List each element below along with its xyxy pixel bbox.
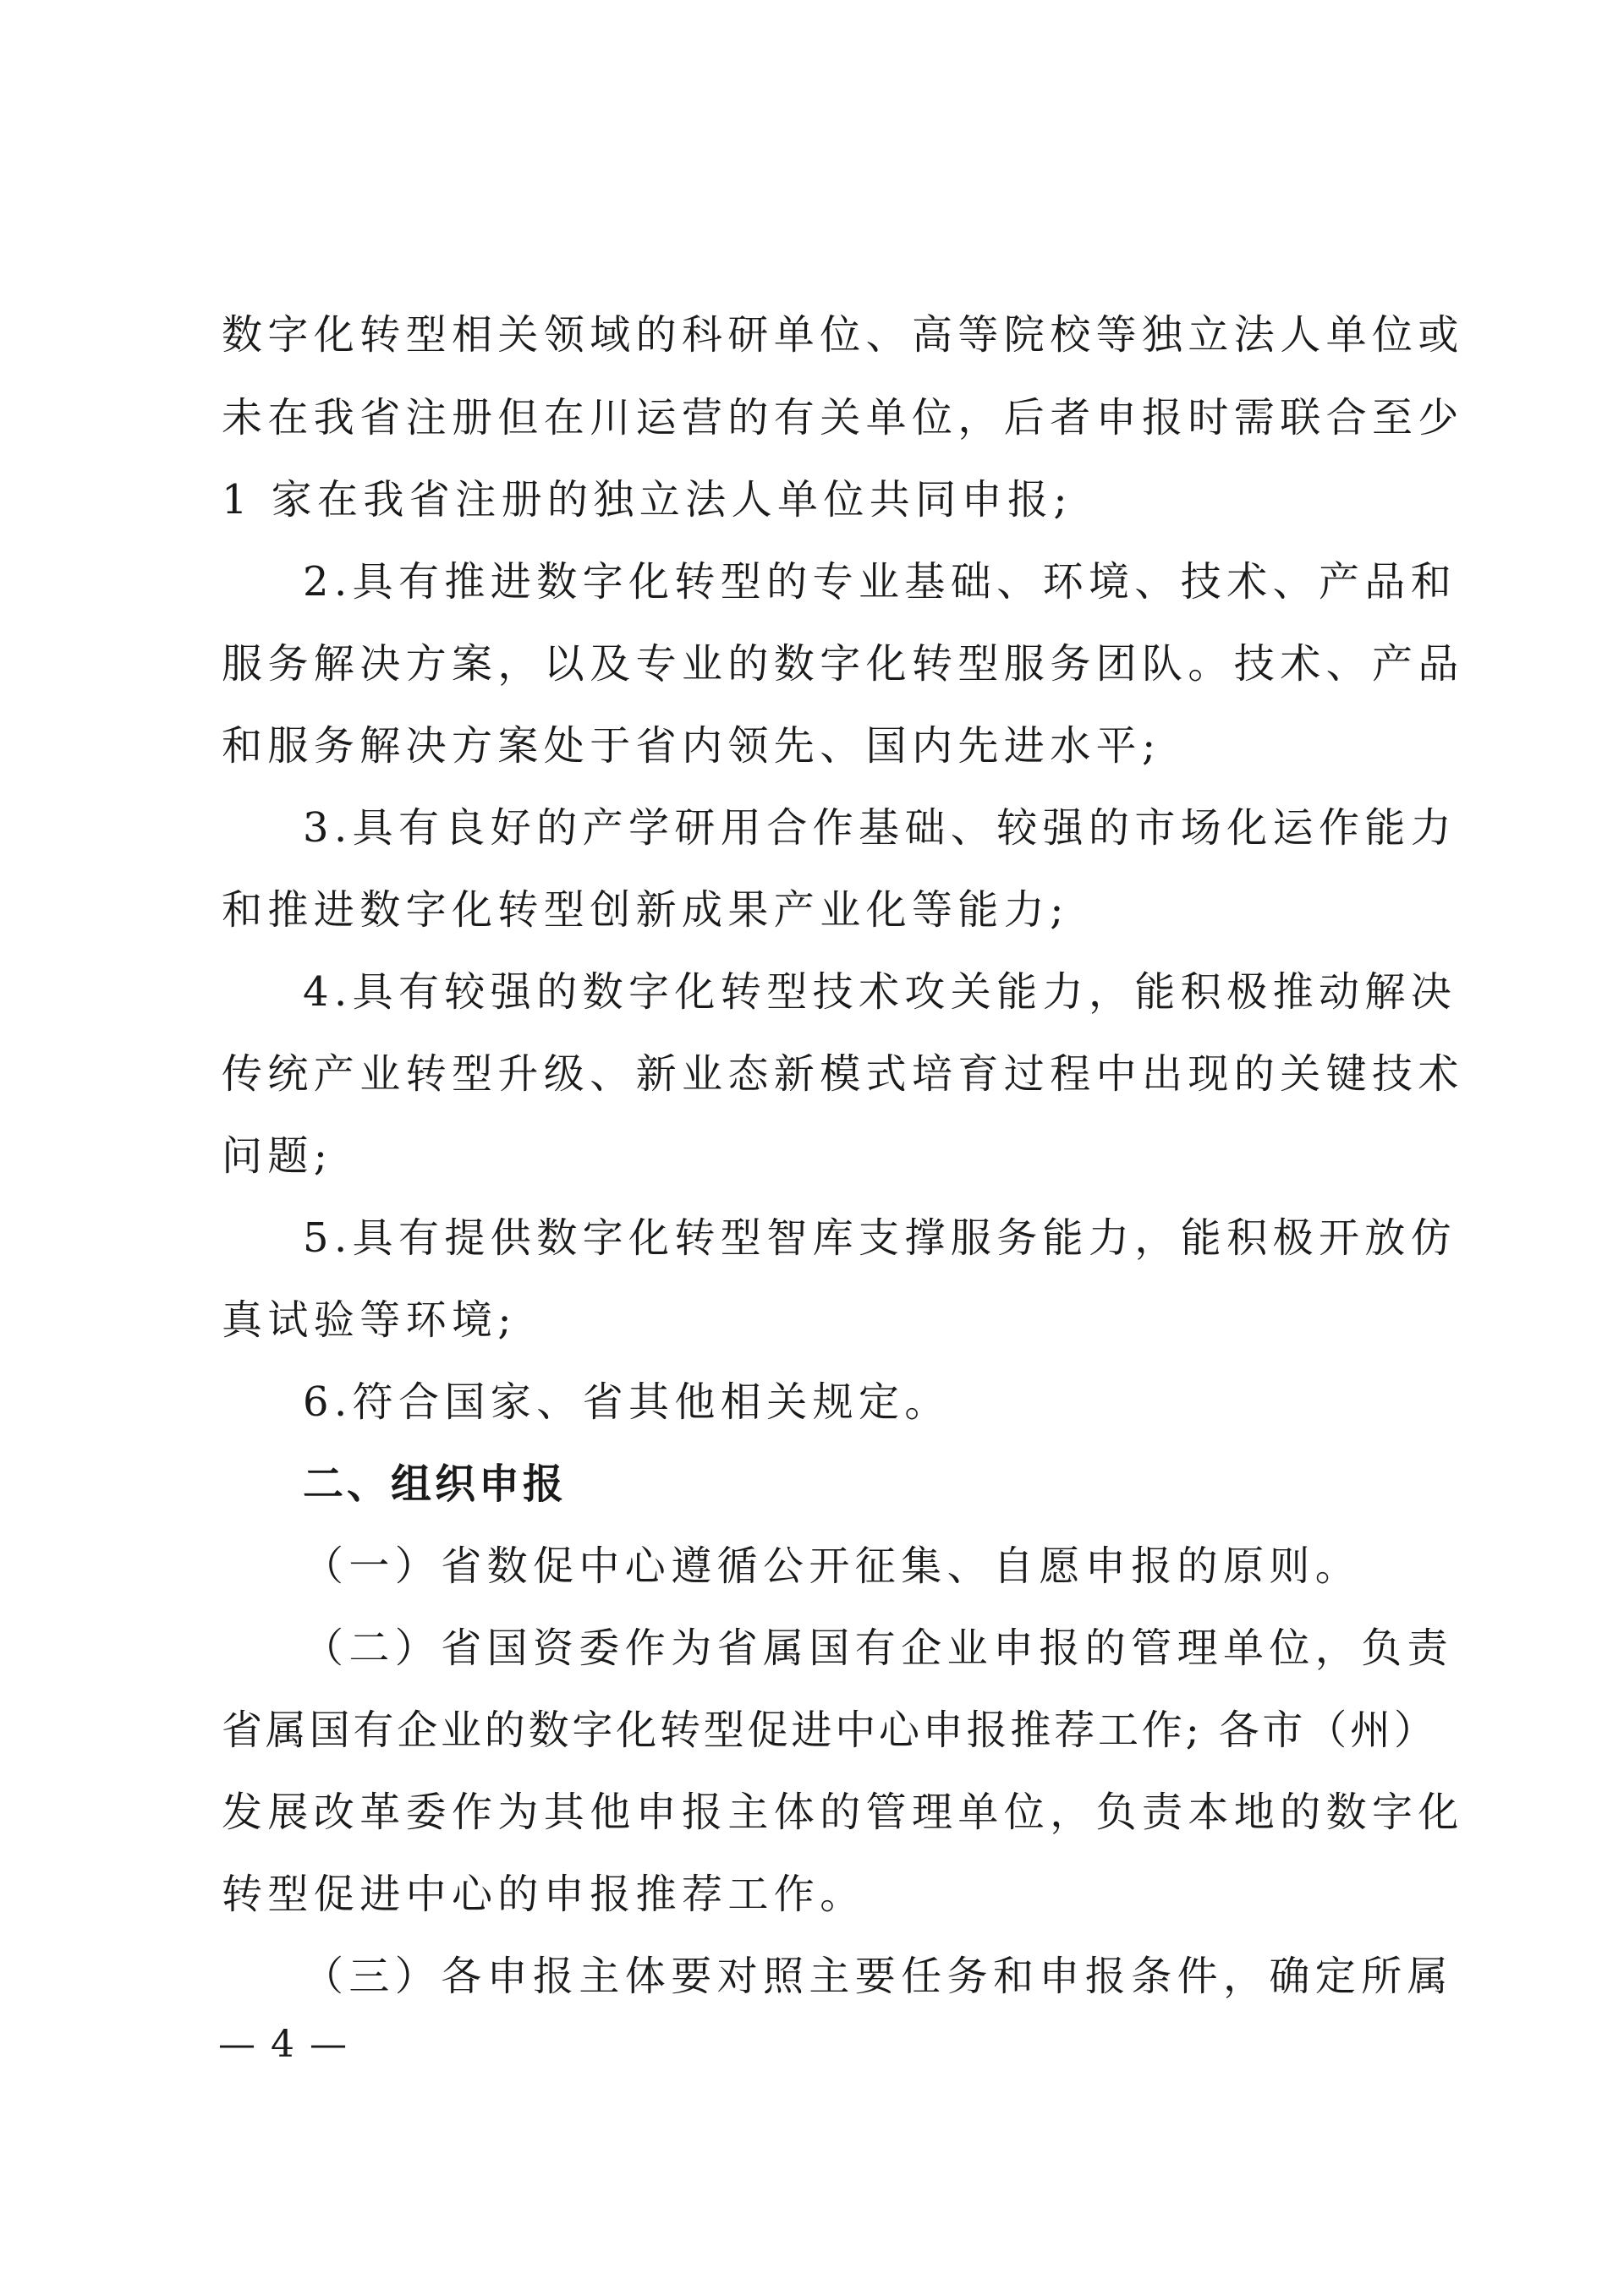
body-line: 1 家在我省注册的独立法人单位共同申报;: [222, 476, 1073, 523]
body-line: 真试验等环境;: [222, 1296, 517, 1344]
body-line: 问题;: [222, 1132, 333, 1180]
page-number: — 4 —: [218, 2023, 348, 2066]
paragraph-1: （一）省数促中心遵循公开征集、自愿申报的原则。: [303, 1543, 1362, 1590]
body-line: 服务解决方案，以及专业的数字化转型服务团队。技术、产品: [222, 640, 1464, 688]
list-item-5: 5.具有提供数字化转型智库支撑服务能力，能积极开放仿: [303, 1214, 1457, 1262]
list-item-4: 4.具有较强的数字化转型技术攻关能力，能积极推动解决: [303, 968, 1457, 1016]
body-line: 未在我省注册但在川运营的有关单位，后者申报时需联合至少: [222, 394, 1464, 441]
list-item-3: 3.具有良好的产学研用合作基础、较强的市场化运作能力: [303, 804, 1457, 852]
body-line: 发展改革委作为其他申报主体的管理单位，负责本地的数字化: [222, 1789, 1464, 1836]
body-line: 转型促进中心的申报推荐工作。: [222, 1871, 866, 1918]
paragraph-2: （二）省国资委作为省属国有企业申报的管理单位，负责: [303, 1625, 1454, 1672]
body-line: 数字化转型相关领域的科研单位、高等院校等独立法人单位或: [222, 311, 1464, 359]
section-heading: 二、组织申报: [303, 1460, 568, 1508]
paragraph-3: （三）各申报主体要对照主要任务和申报条件，确定所属: [303, 1953, 1454, 2000]
body-line: 和服务解决方案处于省内领先、国内先进水平;: [222, 722, 1161, 770]
list-item-2: 2.具有推进数字化转型的专业基础、环境、技术、产品和: [303, 558, 1457, 606]
body-line: 省属国有企业的数字化转型促进中心申报推荐工作; 各市（州）: [222, 1707, 1438, 1754]
body-line: 和推进数字化转型创新成果产业化等能力;: [222, 886, 1069, 934]
list-item-6: 6.符合国家、省其他相关规定。: [303, 1378, 951, 1426]
body-line: 传统产业转型升级、新业态新模式培育过程中出现的关键技术: [222, 1050, 1464, 1098]
